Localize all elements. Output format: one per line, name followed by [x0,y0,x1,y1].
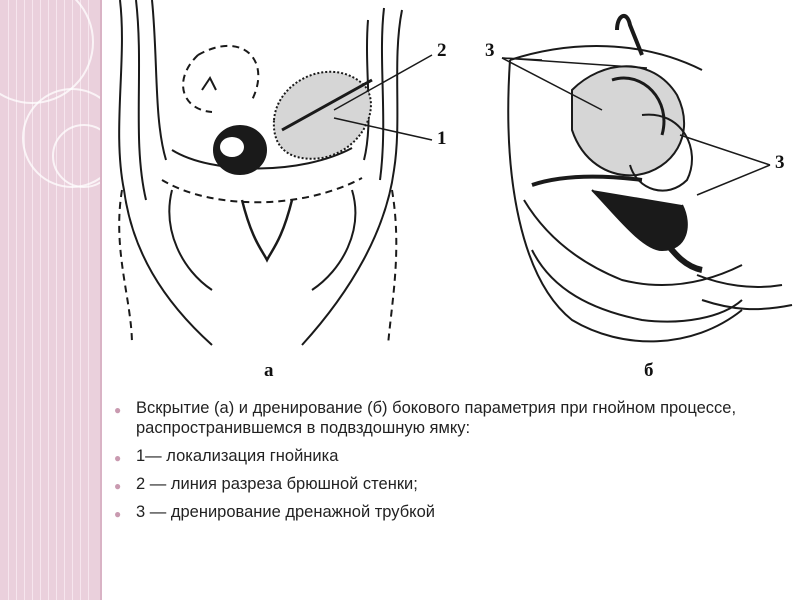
caption-item [112,502,752,522]
caption-item [112,398,752,438]
caption-text: Вскрытие (а) и дренирование (б) бокового параметрия при гнойном процессе, распространившемся в подвздошную ямку: [136,399,737,437]
bullet-icon: ● [114,403,122,417]
callout-number-3-right: 3 [775,152,785,173]
callout-number-1: 1 [437,128,447,149]
caption-text: 3 — дренирование дренажной трубкой [136,503,435,521]
callout-number-3-top: 3 [485,40,495,61]
figure-label-b: б [644,360,654,381]
caption-text: 1— локализация гнойника [136,447,339,465]
caption-item [112,474,752,494]
caption-item [112,446,752,466]
bullet-icon: ● [114,479,122,493]
callout-number-2: 2 [437,40,447,61]
bullet-icon: ● [114,451,122,465]
figure-b-drawing [502,16,792,341]
decorative-sidebar [0,0,100,600]
figure-label-a: а [264,360,274,381]
caption-text: 2 — линия разреза брюшной стенки; [136,475,418,493]
figure-a-drawing [119,0,432,345]
bullet-icon: ● [114,507,122,521]
caption-list [112,398,752,530]
anatomical-illustration [102,0,800,392]
